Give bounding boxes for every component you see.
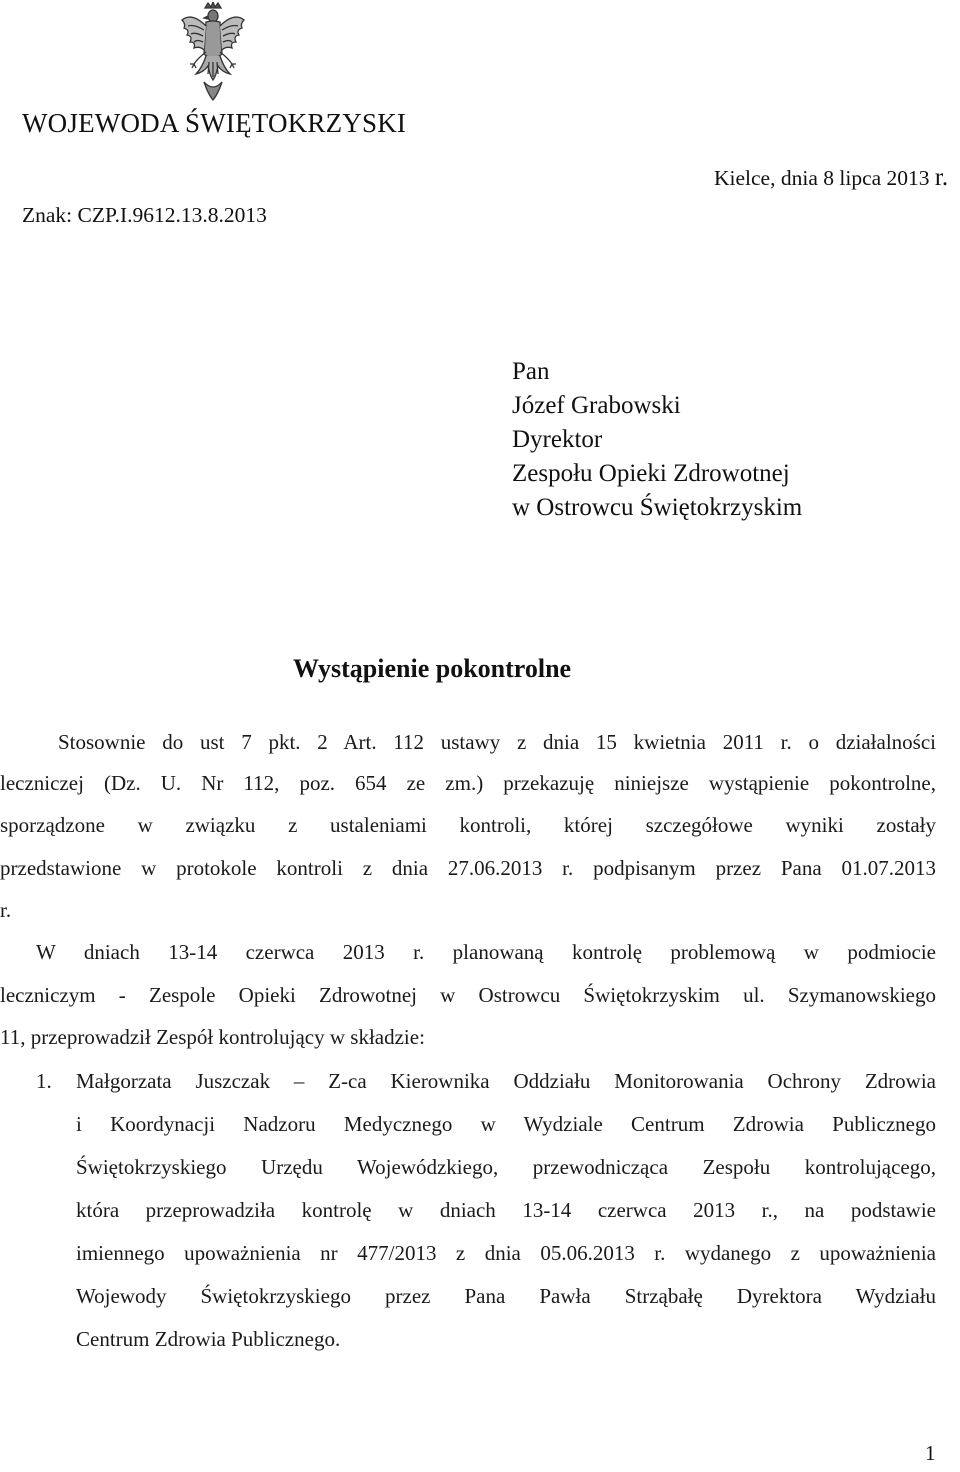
paragraph-line: r. <box>0 898 12 922</box>
list-item-line: Centrum Zdrowia Publicznego. <box>76 1327 341 1351</box>
addressee-line: Dyrektor <box>512 426 603 453</box>
document-date-suffix: r. <box>934 164 949 191</box>
list-item-line: Małgorzata Juszczak – Z-ca Kierownika Oddziału Monitorowania Ochrony Zdrowia <box>76 1069 936 1093</box>
paragraph-line: Stosownie do ust 7 pkt. 2 Art. 112 ustawy z dnia 15 kwietnia 2011 r. o działalności <box>58 730 936 754</box>
office-name: WOJEWODA ŚWIĘTOKRZYSKI <box>22 108 407 138</box>
list-item-line: imiennego upoważnienia nr 477/2013 z dnia 05.06.2013 r. wydanego z upoważnienia <box>76 1241 936 1265</box>
document-date <box>714 164 948 192</box>
paragraph-line: leczniczej (Dz. U. Nr 112, poz. 654 ze zm.) przekazuję niniejsze wystąpienie pokontrolne, <box>0 771 936 795</box>
addressee-line: w Ostrowcu Świętokrzyskim <box>512 494 803 521</box>
addressee-line: Zespołu Opieki Zdrowotnej <box>512 460 790 487</box>
paragraph-line: sporządzone w związku z ustaleniami kontroli, której szczegółowe wyniki zostały <box>0 813 936 837</box>
paragraph-line: W dniach 13-14 czerwca 2013 r. planowaną kontrolę problemową w podmiocie <box>36 940 936 964</box>
paragraph-line: leczniczym - Zespole Opieki Zdrowotnej w Ostrowcu Świętokrzyskim ul. Szymanowskiego <box>0 983 936 1007</box>
addressee-line: Pan <box>512 358 550 385</box>
list-item-line: i Koordynacji Nadzoru Medycznego w Wydziale Centrum Zdrowia Publicznego <box>76 1112 936 1136</box>
document-date-text: Kielce, dnia 8 lipca 2013 <box>714 166 930 190</box>
list-item-line: Wojewody Świętokrzyskiego przez Pana Pawła Strząbałę Dyrektora Wydziału <box>76 1284 936 1308</box>
list-item-number: 1. <box>36 1069 52 1093</box>
paragraph-line: przedstawione w protokole kontroli z dnia 27.06.2013 r. podpisanym przez Pana 01.07.2013 <box>0 856 936 880</box>
document-title: Wystąpienie pokontrolne <box>293 654 572 683</box>
list-item-line: która przeprowadziła kontrolę w dniach 13-14 czerwca 2013 r., na podstawie <box>76 1198 936 1222</box>
list-item-line: Świętokrzyskiego Urzędu Wojewódzkiego, przewodnicząca Zespołu kontrolującego, <box>76 1155 936 1179</box>
page-number: 1 <box>925 1441 936 1465</box>
polish-eagle-emblem <box>180 2 246 102</box>
reference-number: Znak: CZP.I.9612.13.8.2013 <box>22 203 267 227</box>
paragraph-line: 11, przeprowadził Zespół kontrolujący w składzie: <box>0 1025 425 1049</box>
addressee-line: Józef Grabowski <box>512 392 681 419</box>
addressee-block <box>512 355 802 525</box>
